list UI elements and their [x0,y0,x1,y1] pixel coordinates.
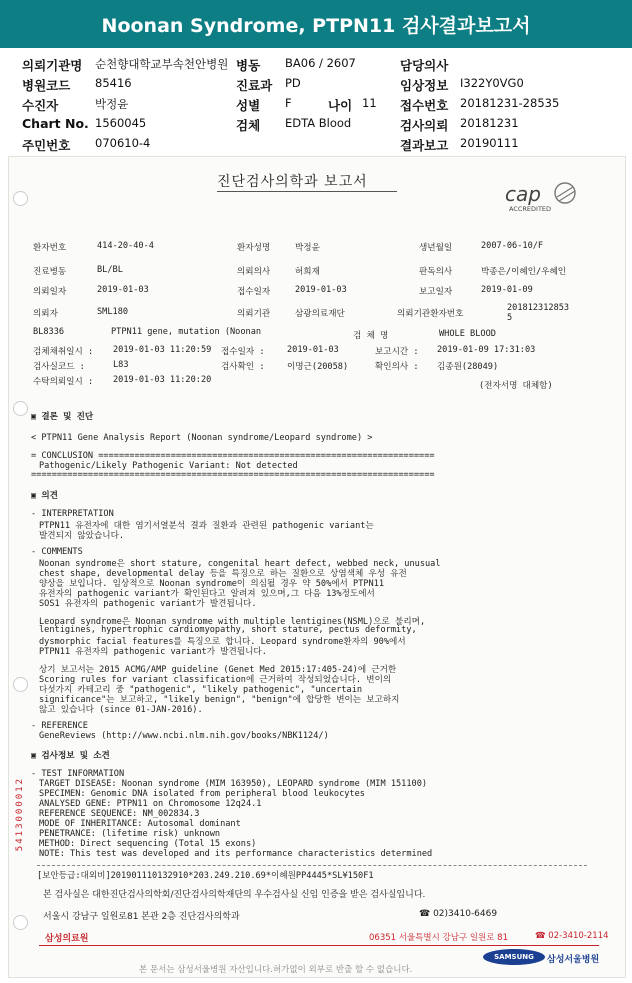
binder-hole [13,915,28,930]
lab-phone: ☎ 02)3410-6469 [419,909,498,919]
label-patient: 수진자 [22,98,59,113]
report-title-banner [0,0,632,48]
side-barcode-number: 5413000012 [15,777,25,852]
interpretation-head: - INTERPRETATION [31,509,114,519]
test-info-head: - TEST INFORMATION [31,769,125,779]
info-value: 2007-06-10/F [481,241,544,251]
value-result-date: 20190111 [460,136,519,150]
comment-line: 않고 있습니다 (since 01-JAN-2016). [39,705,203,715]
date-label: 검사실코드 : [33,362,85,372]
date-label: 검사확인 : [221,362,265,372]
comment-line: PTPN11 유전자의 pathogenic variant가 발견됩니다. [39,647,267,657]
info-value: SML180 [97,307,129,317]
cap-logo-text: cap [505,182,541,206]
test-code: BL8336 [33,327,65,337]
label-ward: 병동 [236,58,261,73]
specimen-value: WHOLE BLOOD [439,329,496,339]
comment-line: Scoring rules for variant classification에 근거하여 작성되었습니다. 변이의 [39,675,392,685]
section-opinion-heading: ▣ 의견 [31,491,58,501]
label-institution: 의뢰기관명 [22,58,83,73]
label-sex: 성별 [236,98,261,113]
date-value: 이명근(20058) [287,362,349,372]
value-clinical-info: I322Y0VG0 [460,76,524,90]
info-value: 박정윤 [295,243,320,253]
comment-line: dysmorphic facial features를 특징으로 합니다. Leopard syndrome환자의 90%에서 [39,637,406,647]
date-value: 2019-01-03 [287,345,339,355]
info-label: 의뢰의사 [237,267,271,277]
date-value: 2019-01-09 17:31:03 [437,345,536,355]
document-title: 진단검사의학과 보고서 [217,174,368,190]
info-label: 환자번호 [33,243,67,253]
value-patient: 박정윤 [95,97,129,111]
analysis-title: < PTPN11 Gene Analysis Report (Noonan syndrome/Leopard syndrome) > [31,433,373,443]
section-conclusion-heading: ▣ 결론 및 진단 [31,412,94,422]
label-result-date: 결과보고 [400,138,449,153]
label-chart-no: Chart No. [22,116,89,131]
info-value: 허희재 [295,267,320,277]
label-hospital-code: 병원코드 [22,78,71,93]
cap-accredited-logo [499,179,589,213]
title-underline [217,191,397,192]
test-info-line: TARGET DISEASE: Noonan syndrome (MIM 163950), LEOPARD syndrome (MIM 151100) [39,779,428,789]
info-label: 의뢰기관 [237,309,271,319]
date-label: 수탁의뢰일시 : [33,377,94,387]
test-name: PTPN11 gene, mutation (Noonan [111,327,262,337]
certification-note: 본 검사실은 대한진단검사의학회/진단검사의학재단의 우수검사실 신임 인증을 받은 검사실입니다. [43,890,426,900]
info-value: 414-20-40-4 [97,241,154,251]
cap-accredited-text: ACCREDITED [509,205,552,213]
test-info-line: MODE OF INHERITANCE: Autosomal dominant [39,819,241,829]
value-ward: BA06 / 2607 [285,56,356,70]
conclusion-rule: ============================================================================== [31,470,435,480]
value-specimen: EDTA Blood [285,116,352,130]
value-request-date: 20181231 [460,116,519,130]
info-label: 진료병동 [33,267,67,277]
info-value: 박종은/이혜인/우혜인 [481,267,567,277]
comment-line: 다섯가지 카테고리 중 "pathogenic", "likely pathogenic", "uncertain [39,685,363,695]
value-accession: 20181231-28535 [460,96,560,110]
comments-head: - COMMENTS [31,547,83,557]
info-value: 2019-01-03 [295,285,347,295]
label-clinical-info: 임상정보 [400,78,449,93]
reference-head: - REFERENCE [31,721,88,731]
comment-line: chest shape, developmental delay 등을 특징으로 하는 질환으로 상염색체 우성 유전 [39,569,407,579]
comment-line: Noonan syndrome은 short stature, congenital heart defect, webbed neck, unusual [39,559,441,569]
footer-address: 06351 서울특별시 강남구 일원로 81 [369,933,508,943]
interpretation-line: PTPN11 유전자에 대한 염기서열분석 결과 질환과 관련된 pathogenic variant는 [39,521,374,531]
footer-phone: ☎ 02-3410-2114 [535,931,609,941]
info-value: BL/BL [97,265,123,275]
label-request-date: 검사의뢰 [400,118,449,133]
test-info-line: ANALYSED GENE: PTPN11 on Chromosome 12q24.1 [39,799,262,809]
interpretation-line: 발견되지 않았습니다. [39,531,125,541]
info-label: 의뢰자 [33,309,58,319]
info-label: 환자성명 [237,243,271,253]
value-department: PD [285,76,301,90]
test-info-line: PENETRANCE: (lifetime risk) unknown [39,829,221,839]
e-signature-note: (전자서명 대체함) [479,381,553,391]
samsung-logo-text: SAMSUNG [494,953,534,961]
security-line: [보안등급:대외비]201901110132910*203.249.210.69*이혜원PP4445*SL¥150F1 [37,871,374,881]
date-value: 2019-01-03 11:20:20 [113,375,212,385]
label-age: 나이 [328,98,353,113]
footer-org-name: 삼성의료원 [45,934,89,944]
comment-line: Leopard syndrome은 Noonan syndrome with multiple lentigines(NSML)으로 불리며, [39,617,426,627]
info-value: 2019-01-03 [97,285,149,295]
date-label: 접수일자 : [221,347,265,357]
ownership-disclaimer: 본 문서는 삼성서울병원 자산입니다.허가없이 외부로 반출 할 수 없습니다. [139,965,413,975]
specimen-label: 검 체 명 [353,331,389,341]
test-info-line: REFERENCE SEQUENCE: NM_002834.3 [39,809,200,819]
test-info-line: METHOD: Direct sequencing (Total 15 exons) [39,839,257,849]
info-label: 보고일자 [419,287,453,297]
comment-line: 양상을 보입니다. 임상적으로 Noonan syndrome이 의심될 경우 약 50%에서 PTPN11 [39,579,385,589]
conclusion-text: Pathogenic/Likely Pathogenic Variant: Not detected [39,461,298,471]
info-value: 5 [507,313,513,323]
request-header [0,50,632,154]
comment-line: lentigines, hypertrophic cardiomyopathy, short stature, pectus deformity, [39,625,417,635]
date-label: 확인의사 : [375,362,419,372]
label-department: 진료과 [236,78,273,93]
comment-line: SOS1 유전자의 pathogenic variant가 발견됩니다. [39,599,257,609]
divider [37,865,587,866]
comment-line: significance"는 보고하고, "likely benign", "benign"에 합당한 변이는 보고하지 [39,695,400,705]
comment-line: 유전자의 pathogenic variant가 확인된다고 알려져 있으며,그 다음 13%정도에서 [39,589,375,599]
value-age: 11 [362,96,377,110]
report-title: Noonan Syndrome, PTPN11 검사결과보고서 [101,14,531,37]
info-value: 201812312853 [507,303,570,313]
binder-hole [13,677,28,692]
label-specimen: 검체 [236,118,261,133]
binder-hole [13,191,28,206]
label-accession: 접수번호 [400,98,449,113]
date-label: 검체채취일시 : [33,347,94,357]
section-test-info-heading: ▣ 검사정보 및 소견 [31,751,110,761]
date-label: 보고시간 : [375,347,419,357]
value-resident-no: 070610-4 [95,136,151,150]
info-value: 2019-01-09 [481,285,533,295]
value-chart-no: 1560045 [95,116,147,130]
date-value: L83 [113,360,129,370]
hospital-brand-name: 삼성서울병원 [547,955,600,965]
lab-address: 서울시 강남구 일원로81 본관 2층 진단검사의학과 [43,912,240,922]
info-label: 의뢰일자 [33,287,67,297]
binder-hole [13,401,28,416]
value-sex: F [285,96,292,110]
info-label: 접수일자 [237,287,271,297]
value-institution: 순천향대학교부속천안병원 [95,57,229,71]
test-info-line: SPECIMEN: Genomic DNA isolated from peripheral blood leukocytes [39,789,365,799]
info-value: 삼광의료재단 [295,309,345,319]
info-label: 생년월일 [419,243,453,253]
label-resident-no: 주민번호 [22,138,71,153]
date-value: 2019-01-03 11:20:59 [113,345,212,355]
info-label: 판독의사 [419,267,453,277]
info-label: 의뢰기관환자번호 [397,309,464,319]
scanned-report [8,156,626,978]
label-doctor: 담당의사 [400,58,449,73]
comment-line: 상기 보고서는 2015 ACMG/AMP guideline (Genet Med 2015:17:405-24)에 근거한 [39,665,397,675]
value-hospital-code: 85416 [95,76,132,90]
date-value: 김종원(28049) [437,362,499,372]
conclusion-head: = CONCLUSION ================================================================= [31,451,435,461]
samsung-logo [483,949,545,965]
reference-text: GeneReviews (http://www.ncbi.nlm.nih.gov/books/NBK1124/) [39,731,329,741]
test-info-line: NOTE: This test was developed and its performance characteristics determined [39,849,433,859]
footer-red-rule [39,945,599,946]
